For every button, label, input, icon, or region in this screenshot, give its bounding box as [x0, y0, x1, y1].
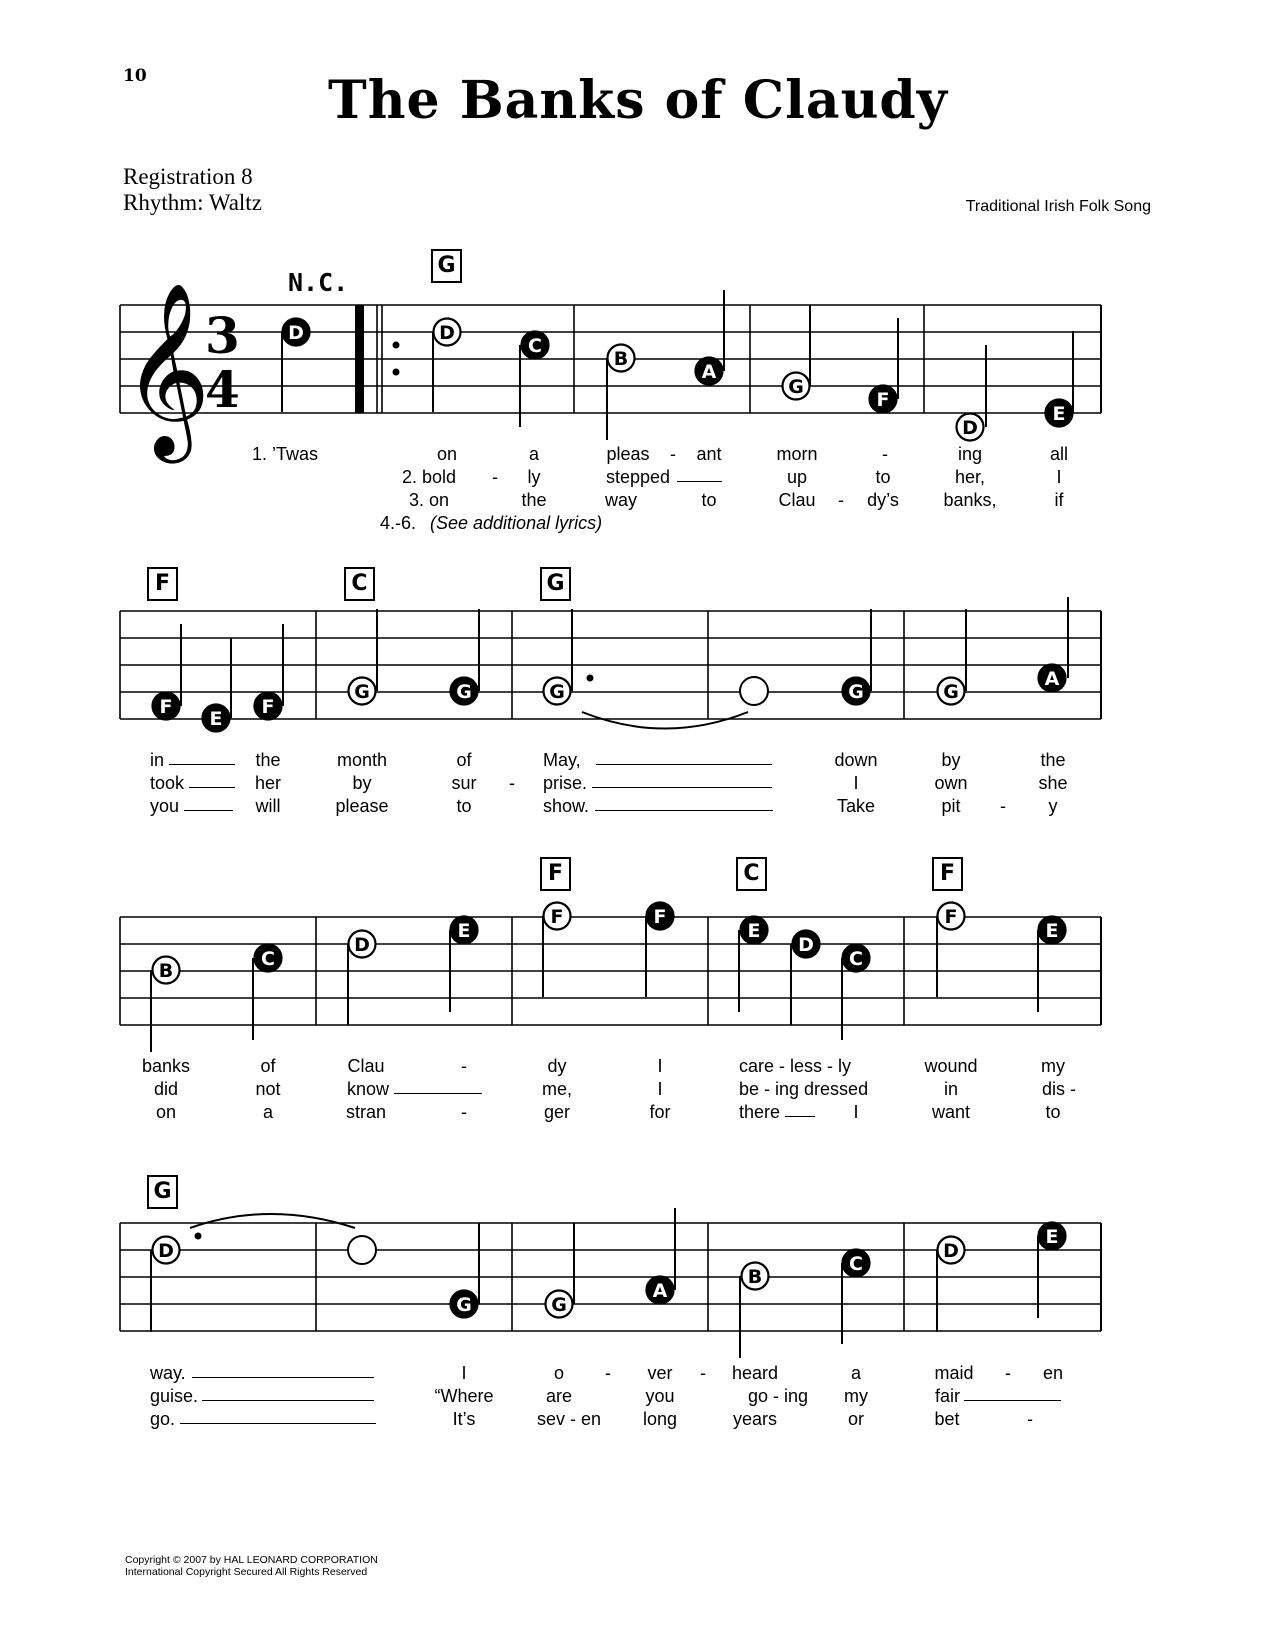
lyric: heard: [731, 1363, 779, 1383]
lyric: be - ing dressed: [739, 1079, 869, 1099]
lyric: up: [786, 467, 808, 487]
lyric: -: [461, 1056, 467, 1076]
time-signature-bottom: 4: [205, 360, 240, 419]
lyric: -: [461, 1102, 467, 1122]
note-letter: D: [288, 322, 304, 344]
lyric: Clau: [347, 1056, 385, 1076]
lyric: o: [553, 1363, 565, 1383]
lyric: guise.: [150, 1386, 199, 1406]
no-chord-label: N.C.: [288, 268, 349, 297]
lyric: know: [347, 1079, 390, 1099]
note-letter: G: [551, 1294, 567, 1316]
tie-mark: [190, 1214, 355, 1228]
lyric: please: [335, 796, 389, 816]
lyric: own: [934, 773, 968, 793]
whole-note: [348, 1236, 376, 1264]
chord-symbol: C: [344, 567, 375, 601]
note-letter: F: [550, 906, 564, 928]
lyric: sur: [451, 773, 477, 793]
tie-mark: [582, 712, 748, 729]
copyright-line: Copyright © 2007 by HAL LEONARD CORPORATION: [125, 1554, 378, 1566]
lyric: to: [701, 490, 717, 510]
lyric-extender: [785, 1116, 815, 1117]
lyric: my: [844, 1386, 868, 1406]
lyric-extender: [595, 810, 773, 811]
lyric: stran: [345, 1102, 387, 1122]
lyric: ger: [543, 1102, 571, 1122]
lyric: she: [1038, 773, 1068, 793]
lyric-extender: [677, 481, 722, 482]
lyric: prise.: [543, 773, 588, 793]
note-letter: G: [848, 681, 864, 703]
lyric: dy: [547, 1056, 567, 1076]
note-letter: D: [439, 322, 455, 344]
lyric: years: [732, 1409, 778, 1429]
lyric: en: [1042, 1363, 1064, 1383]
page-number: 10: [123, 66, 147, 86]
time-signature-top: 3: [205, 306, 240, 365]
lyric: the: [521, 490, 547, 510]
lyric: if: [1054, 490, 1064, 510]
lyric: dis -: [1041, 1079, 1077, 1099]
chord-symbol: G: [431, 249, 462, 283]
lyric: of: [260, 1056, 276, 1076]
note-letter: F: [159, 696, 173, 718]
lyric: a: [262, 1102, 274, 1122]
lyric-extender: [169, 764, 235, 765]
lyric: I: [853, 773, 859, 793]
lyric: month: [336, 750, 388, 770]
lyric: down: [834, 750, 878, 770]
lyric: will: [255, 796, 281, 816]
lyric: sev - en: [536, 1409, 602, 1429]
lyric: fair: [935, 1386, 961, 1406]
chord-symbol: C: [736, 857, 767, 891]
lyric: show.: [543, 796, 590, 816]
lyric: ant: [696, 444, 722, 464]
note-letter: E: [747, 920, 761, 942]
rhythm-label: Rhythm: Waltz: [123, 190, 262, 215]
chord-symbol: F: [540, 857, 571, 891]
note-letter: D: [798, 934, 814, 956]
lyric: banks: [141, 1056, 191, 1076]
lyric: of: [456, 750, 472, 770]
lyric: I: [657, 1056, 663, 1076]
lyric: Clau: [778, 490, 816, 510]
lyric-note: (See additional lyrics): [430, 513, 603, 533]
lyric: morn: [776, 444, 818, 464]
lyric: -: [605, 1363, 611, 1383]
lyric: 2. bold: [401, 467, 457, 487]
note-letter: E: [1052, 403, 1066, 425]
lyric: for: [649, 1102, 671, 1122]
note-letter: F: [876, 389, 890, 411]
note-letter: D: [943, 1240, 959, 1262]
lyric: her: [254, 773, 282, 793]
whole-note: [740, 677, 768, 705]
lyric: 3. on: [408, 490, 450, 510]
note-letter: B: [747, 1266, 763, 1288]
lyric: in: [943, 1079, 959, 1099]
lyric: pleas: [606, 444, 650, 464]
lyric: on: [155, 1102, 177, 1122]
lyric: -: [492, 467, 498, 487]
lyric: go.: [150, 1409, 176, 1429]
lyric: 4.-6.: [379, 513, 417, 533]
lyric: all: [1049, 444, 1069, 464]
lyric: are: [545, 1386, 573, 1406]
note-letter: C: [849, 1253, 863, 1275]
lyric: the: [255, 750, 281, 770]
repeat-dot: [393, 342, 400, 349]
lyric: long: [642, 1409, 678, 1429]
lyric: me,: [541, 1079, 573, 1099]
chord-symbol: G: [147, 1175, 178, 1209]
note-letter: G: [456, 681, 472, 703]
lyric: -: [1000, 796, 1006, 816]
repeat-barline: [355, 305, 364, 413]
note-letter: G: [456, 1294, 472, 1316]
lyric: you: [150, 796, 180, 816]
note-letter: F: [944, 906, 958, 928]
lyric: -: [509, 773, 515, 793]
lyric-extender: [189, 787, 235, 788]
lyric: -: [1005, 1363, 1011, 1383]
lyric: go - ing: [747, 1386, 809, 1406]
lyric: not: [255, 1079, 281, 1099]
note-letter: E: [1045, 1226, 1059, 1248]
note-letter: C: [849, 948, 863, 970]
lyric: a: [528, 444, 540, 464]
lyric-extender: [192, 1377, 374, 1378]
lyric: y: [1048, 796, 1058, 816]
lyric: want: [931, 1102, 971, 1122]
copyright-notice: [125, 1554, 378, 1578]
lyric: way.: [150, 1363, 186, 1383]
lyric: or: [847, 1409, 865, 1429]
chord-symbol: F: [932, 857, 963, 891]
lyric: May,: [543, 750, 581, 770]
lyric: by: [941, 750, 961, 770]
note-letter: A: [1044, 668, 1060, 690]
note-letter: B: [613, 348, 629, 370]
lyric: pit: [941, 796, 961, 816]
lyric: you: [645, 1386, 675, 1406]
note-letter: A: [652, 1280, 668, 1302]
note-letter: A: [701, 361, 717, 383]
note-letter: G: [549, 681, 565, 703]
lyric-extender: [202, 1400, 374, 1401]
lyric: bet: [934, 1409, 960, 1429]
lyric: I: [853, 1102, 859, 1122]
lyric-extender: [592, 787, 772, 788]
lyric: I: [461, 1363, 467, 1383]
lyric: care - less - ly: [739, 1056, 852, 1076]
repeat-dot: [393, 369, 400, 376]
lyric: “Where: [434, 1386, 494, 1406]
note-letter: E: [1045, 920, 1059, 942]
lyric: banks,: [943, 490, 997, 510]
lyric-extender: [596, 764, 772, 765]
lyric-extender: [394, 1093, 482, 1094]
lyric: 1. ’Twas: [251, 444, 319, 464]
lyric: took: [150, 773, 185, 793]
note-letter: G: [354, 681, 370, 703]
lyric: dy’s: [867, 490, 899, 510]
chord-symbol: G: [540, 567, 571, 601]
lyric: maid: [934, 1363, 974, 1383]
note-letter: G: [943, 681, 959, 703]
lyric: the: [1040, 750, 1066, 770]
note-letter: E: [457, 920, 471, 942]
note-letter: D: [354, 934, 370, 956]
lyric: stepped: [605, 467, 671, 487]
note-letter: F: [653, 906, 667, 928]
lyric: wound: [924, 1056, 978, 1076]
note-letter: F: [261, 696, 275, 718]
lyric: did: [153, 1079, 179, 1099]
lyric: It’s: [452, 1409, 476, 1429]
registration-label: Registration 8: [123, 164, 253, 189]
lyric: by: [352, 773, 372, 793]
note-letter: G: [788, 376, 804, 398]
note-letter: D: [158, 1240, 174, 1262]
lyric: -: [1027, 1409, 1033, 1429]
copyright-line: International Copyright Secured All Rights Reserved: [125, 1566, 368, 1578]
dot-mark: [195, 1233, 202, 1240]
note-letter: C: [261, 948, 275, 970]
lyric: way: [604, 490, 638, 510]
note-letter: B: [158, 960, 174, 982]
lyric-extender: [180, 1423, 376, 1424]
lyric: her,: [954, 467, 986, 487]
composer-credit: Traditional Irish Folk Song: [965, 198, 1151, 215]
lyric: a: [850, 1363, 862, 1383]
lyric: -: [670, 444, 676, 464]
note-letter: D: [962, 417, 978, 439]
lyric: to: [1045, 1102, 1061, 1122]
lyric: to: [875, 467, 891, 487]
treble-clef-icon: 𝄞: [122, 282, 211, 456]
lyric-extender: [964, 1400, 1061, 1401]
lyric: ly: [527, 467, 541, 487]
chord-symbol: F: [147, 567, 178, 601]
dot-mark: [587, 675, 594, 682]
lyric: there: [739, 1102, 781, 1122]
song-title: The Banks of Claudy: [328, 70, 948, 131]
lyric: -: [882, 444, 888, 464]
lyric: my: [1041, 1056, 1065, 1076]
lyric: -: [700, 1363, 706, 1383]
lyric: -: [838, 490, 844, 510]
lyric: I: [657, 1079, 663, 1099]
lyric: Take: [836, 796, 876, 816]
lyric: ing: [957, 444, 983, 464]
lyric: ver: [647, 1363, 673, 1383]
lyric: to: [456, 796, 472, 816]
lyric: in: [150, 750, 165, 770]
note-letter: E: [209, 708, 223, 730]
lyric: I: [1056, 467, 1062, 487]
lyric: on: [436, 444, 458, 464]
note-letter: C: [528, 335, 542, 357]
lyric-extender: [184, 810, 233, 811]
